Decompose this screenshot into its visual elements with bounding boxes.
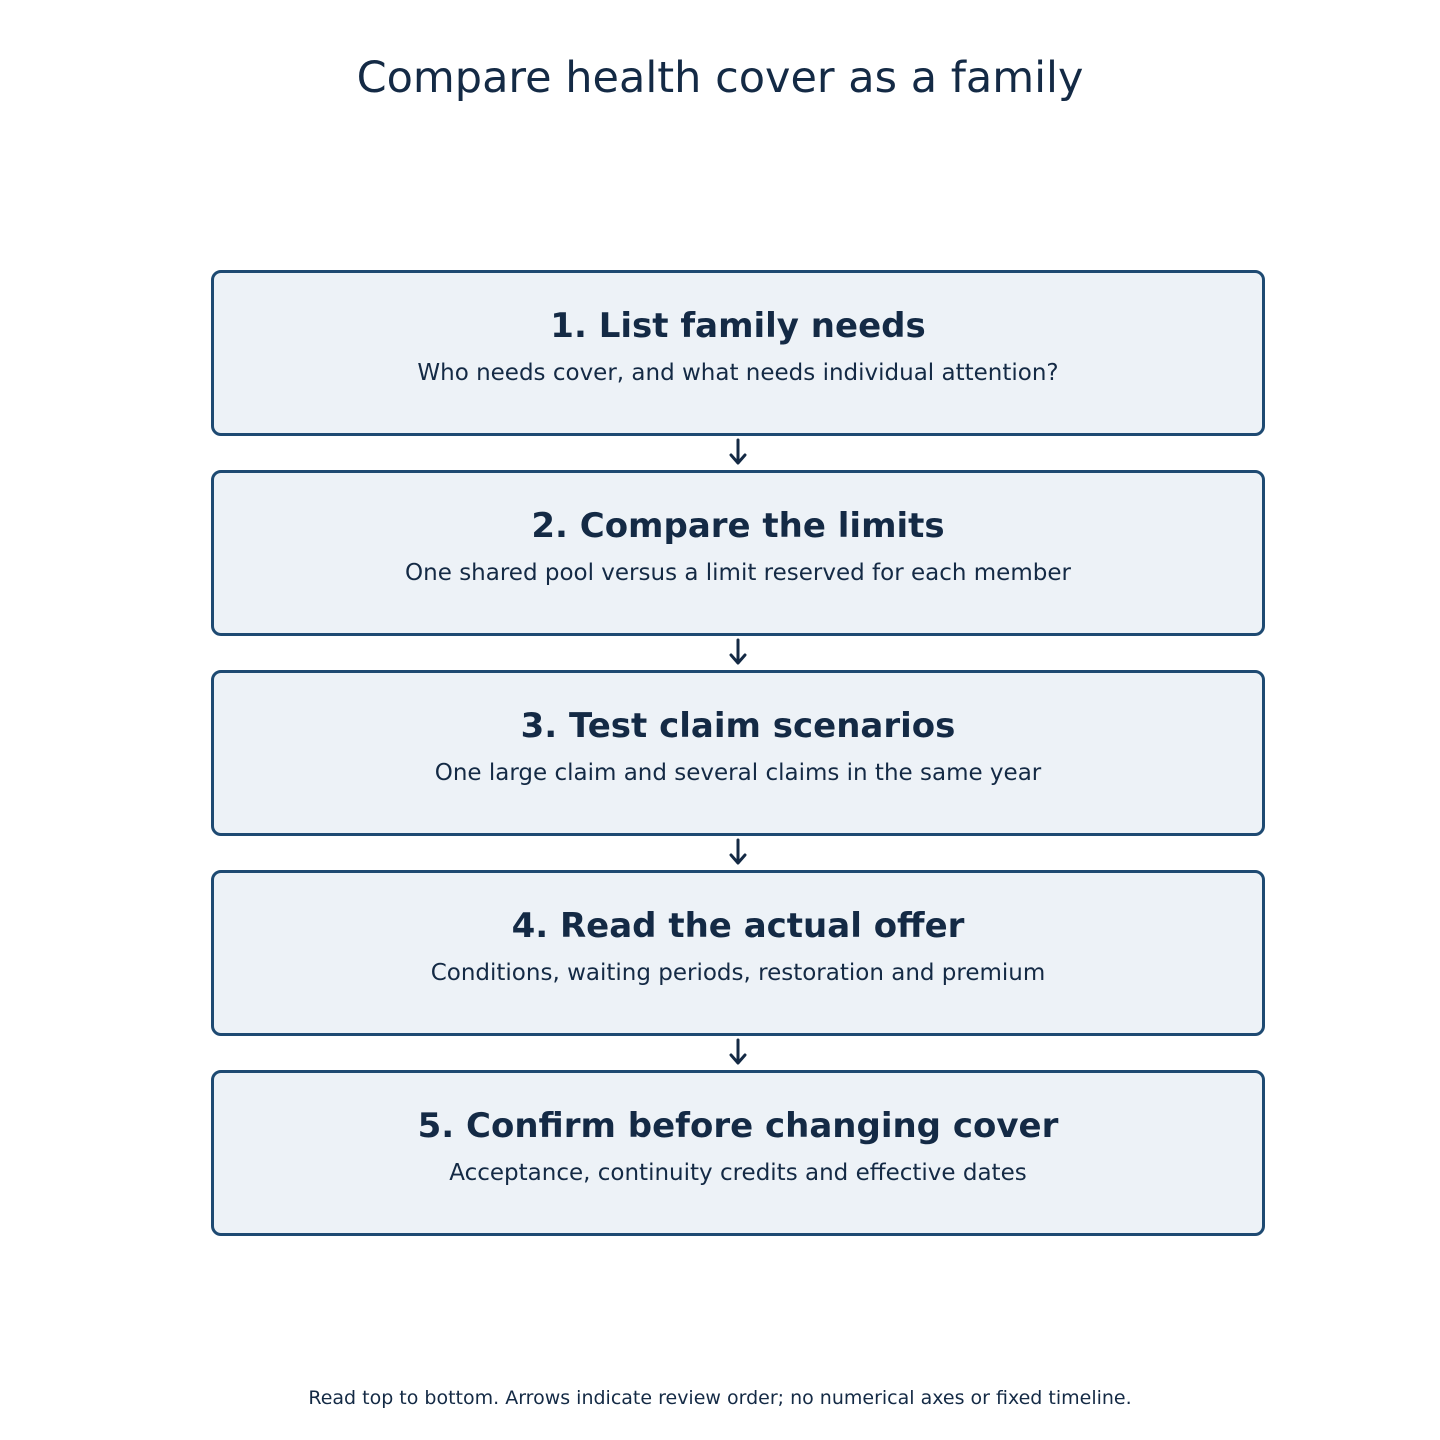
step-title: 1. List family needs (550, 306, 926, 346)
step-title: 3. Test claim scenarios (520, 706, 956, 746)
step-description: Who needs cover, and what needs individual attention? (417, 360, 1059, 386)
step-title: 5. Confirm before changing cover (417, 1106, 1059, 1146)
flow-connector (211, 436, 1265, 470)
step-description: One shared pool versus a limit reserved for each member (405, 560, 1071, 586)
step-box-3 (211, 670, 1265, 836)
step-box-2 (211, 470, 1265, 636)
step-box-5 (211, 1070, 1265, 1236)
flow-diagram (211, 270, 1265, 1236)
flow-connector (211, 836, 1265, 870)
step-title: 2. Compare the limits (531, 506, 945, 546)
footnote: Read top to bottom. Arrows indicate review order; no numerical axes or fixed timeline. (308, 1387, 1132, 1409)
step-box-4 (211, 870, 1265, 1036)
step-description: Acceptance, continuity credits and effective dates (449, 1160, 1027, 1186)
flow-connector (211, 636, 1265, 670)
arrow-down-icon (726, 1038, 750, 1068)
step-description: Conditions, waiting periods, restoration and premium (430, 960, 1046, 986)
arrow-down-icon (726, 438, 750, 468)
arrow-down-icon (726, 638, 750, 668)
step-title: 4. Read the actual offer (511, 906, 965, 946)
diagram-title: Compare health cover as a family (356, 53, 1084, 103)
arrow-down-icon (726, 838, 750, 868)
step-box-1 (211, 270, 1265, 436)
flow-connector (211, 1036, 1265, 1070)
step-description: One large claim and several claims in the same year (434, 760, 1042, 786)
